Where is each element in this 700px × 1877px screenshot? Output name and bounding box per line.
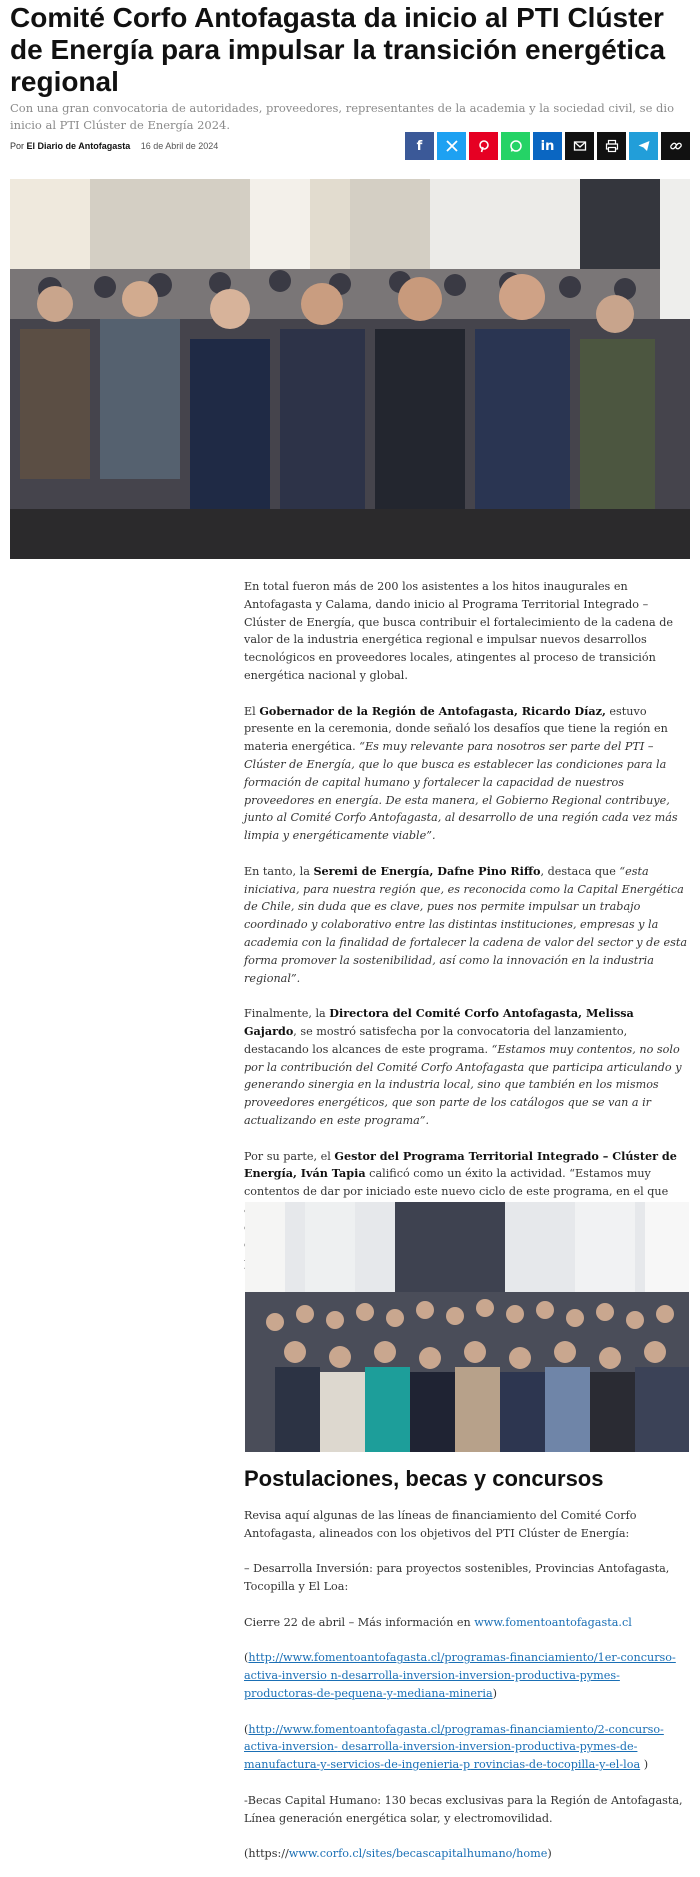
telegram-share-button[interactable] [629, 132, 658, 160]
whatsapp-share-button[interactable] [501, 132, 530, 160]
funding-close-1: Cierre 22 de abril – Más información en www.fomentoantofagasta.cl [244, 1615, 632, 1629]
email-share-button[interactable] [565, 132, 594, 160]
group-photo [245, 1202, 689, 1452]
facebook-share-button[interactable] [405, 132, 434, 160]
print-share-button[interactable] [597, 132, 626, 160]
facebook-icon: f [416, 138, 423, 154]
concurso-1-link[interactable]: http://www.fomentoantofagasta.cl/programas-financiamiento/1er-concurso-activa-inversio [244, 1651, 676, 1683]
becas-item: -Becas Capital Humano: 130 becas exclusivas para la Región de Antofagasta, Línea generación energética solar, y electromovilidad. [244, 1793, 683, 1825]
whatsapp-icon [509, 139, 523, 153]
print-icon [605, 139, 619, 153]
article-body [244, 578, 690, 1290]
byline [10, 141, 218, 151]
concurso-2-link-cont[interactable]: desarrolla-inversion-inversion-productiva-pymes-de-manufactura-y-servicios-de-ingenieria-p [244, 1740, 638, 1772]
paragraph-5: Por su parte, el Gestor del Programa Territorial Integrado – Clúster de Energía, Iván Tapia calificó como un éxito la actividad. “Estamos muy contentos de dar por iniciado este nuevo ciclo de este programa, en el que [244, 1148, 677, 1199]
concurso-2-link-cont-2[interactable]: rovincias-de-tocopilla-y-el-loa [470, 1758, 641, 1772]
pinterest-share-button[interactable] [469, 132, 498, 160]
section-title: Postulaciones, becas y concursos [244, 1466, 604, 1491]
byline-prefix: Por [10, 141, 25, 151]
x-share-button[interactable] [437, 132, 466, 160]
linkedin-share-button[interactable] [533, 132, 562, 160]
funding-section [244, 1507, 690, 1877]
pinterest-icon [477, 139, 491, 153]
link-icon [669, 139, 683, 153]
group-photo-illustration [245, 1202, 689, 1452]
article-title: Comité Corfo Antofagasta da inicio al PTI Clúster de Energía para impulsar la transición energética regional [10, 2, 666, 97]
becas-link-paragraph: (https://www.corfo.cl/sites/becascapitalhumano/home) [244, 1847, 552, 1861]
paragraph-4: Finalmente, la Directora del Comité Corfo Antofagasta, Melissa Gajardo, se mostró satisfecha por la convocatoria del lanzamiento, destacando los alcances de este programa. “Estamos muy contentos, no solo por la contribución del Comité Corfo Antofagasta que participa articulando y generando sinergia en la industria local, sino que también en los mismos proveedores energéticos, que son parte de los catálogos que se van a ir actualizando en este programa”. [244, 1006, 682, 1127]
hero-photo [10, 179, 690, 559]
fomento-link[interactable]: www.fomentoantofagasta.cl [474, 1615, 632, 1629]
article-subtitle: Con una gran convocatoria de autoridades, proveedores, representantes de la academia y la sociedad civil, se dio inicio al PTI Clúster de Energía 2024. [10, 101, 675, 132]
paragraph-1: En total fueron más de 200 los asistentes a los hitos inaugurales en Antofagasta y Calama, dando inicio al Programa Territorial Integrado – Clúster de Energía, que busca contribuir el fortalecimiento de la cadena de valor de la industria energética regional e impulsar nuevos desarrollos tecnológicos en proveedores locales, atingentes al proceso de transición energética nacional y global. [244, 580, 673, 682]
funding-intro: Revisa aquí algunas de las líneas de financiamiento del Comité Corfo Antofagasta, alineados con los objetivos del PTI Clúster de Energía: [244, 1509, 637, 1540]
concurso-2-link[interactable]: http://www.fomentoantofagasta.cl/programas-financiamiento/2-concurso-activa-inversion- [244, 1722, 664, 1754]
share-bar [405, 132, 690, 160]
linkedin-icon: in [540, 138, 555, 154]
funding-link-2: (http://www.fomentoantofagasta.cl/programas-financiamiento/2-concurso-activa-inversion- desarrolla-inversion-inversion-productiva-pymes-de-manufactura-y-servicios-de-ingenieria-p rovincias-de-tocopilla-y-el-loa ) [244, 1722, 664, 1772]
becas-link[interactable]: www.corfo.cl/sites/becascapitalhumano/home [288, 1847, 548, 1861]
publish-date: 16 de Abril de 2024 [140, 141, 219, 151]
paragraph-2: El Gobernador de la Región de Antofagasta, Ricardo Díaz, estuvo presente en la ceremonia, donde señaló los desafíos que tiene la región en materia energética. “Es muy relevante para nosotros ser parte del PTI – Clúster de Energía, que lo que busca es establecer las condiciones para la formación de capital humano y fortalecer la capacidad de nuestros proveedores en energía. De esta manera, el Gobierno Regional contribuye, junto al Comité Corfo Antofagasta, al desarrollo de una región cada vez más limpia y energéticamente viable”. [244, 703, 678, 843]
funding-item-1: – Desarrolla Inversión: para proyectos sostenibles, Provincias Antofagasta, Tocopilla y El Loa: [244, 1562, 670, 1594]
author-link[interactable]: El Diario de Antofagasta [26, 141, 131, 151]
telegram-icon [637, 139, 651, 153]
audience-photo-illustration [10, 179, 690, 559]
funding-link-1: (http://www.fomentoantofagasta.cl/programas-financiamiento/1er-concurso-activa-inversio n-desarrolla-inversion-inversion-productiva-pymes-productoras-de-pequena-y-mediana-mineria) [244, 1651, 676, 1700]
concurso-1-link-cont[interactable]: n-desarrolla-inversion-inversion-productiva-pymes-productoras-de-pequena-y-mediana-mineria [244, 1669, 620, 1700]
x-icon [445, 139, 459, 153]
email-icon [573, 139, 587, 153]
copy-link-share-button[interactable] [661, 132, 690, 160]
paragraph-3: En tanto, la Seremi de Energía, Dafne Pino Riffo, destaca que “esta iniciativa, para nuestra región que, es reconocida como la Capital Energética de Chile, sin duda que es clave, pues nos permite impulsar un trabajo coordinado y colaborativo entre las distintas instituciones, empresas y la academia con la finalidad de fortalecer la cadena de valor del sector y de esta forma promover la sostenibilidad, así como la innovación en la industria regional”. [244, 863, 688, 985]
